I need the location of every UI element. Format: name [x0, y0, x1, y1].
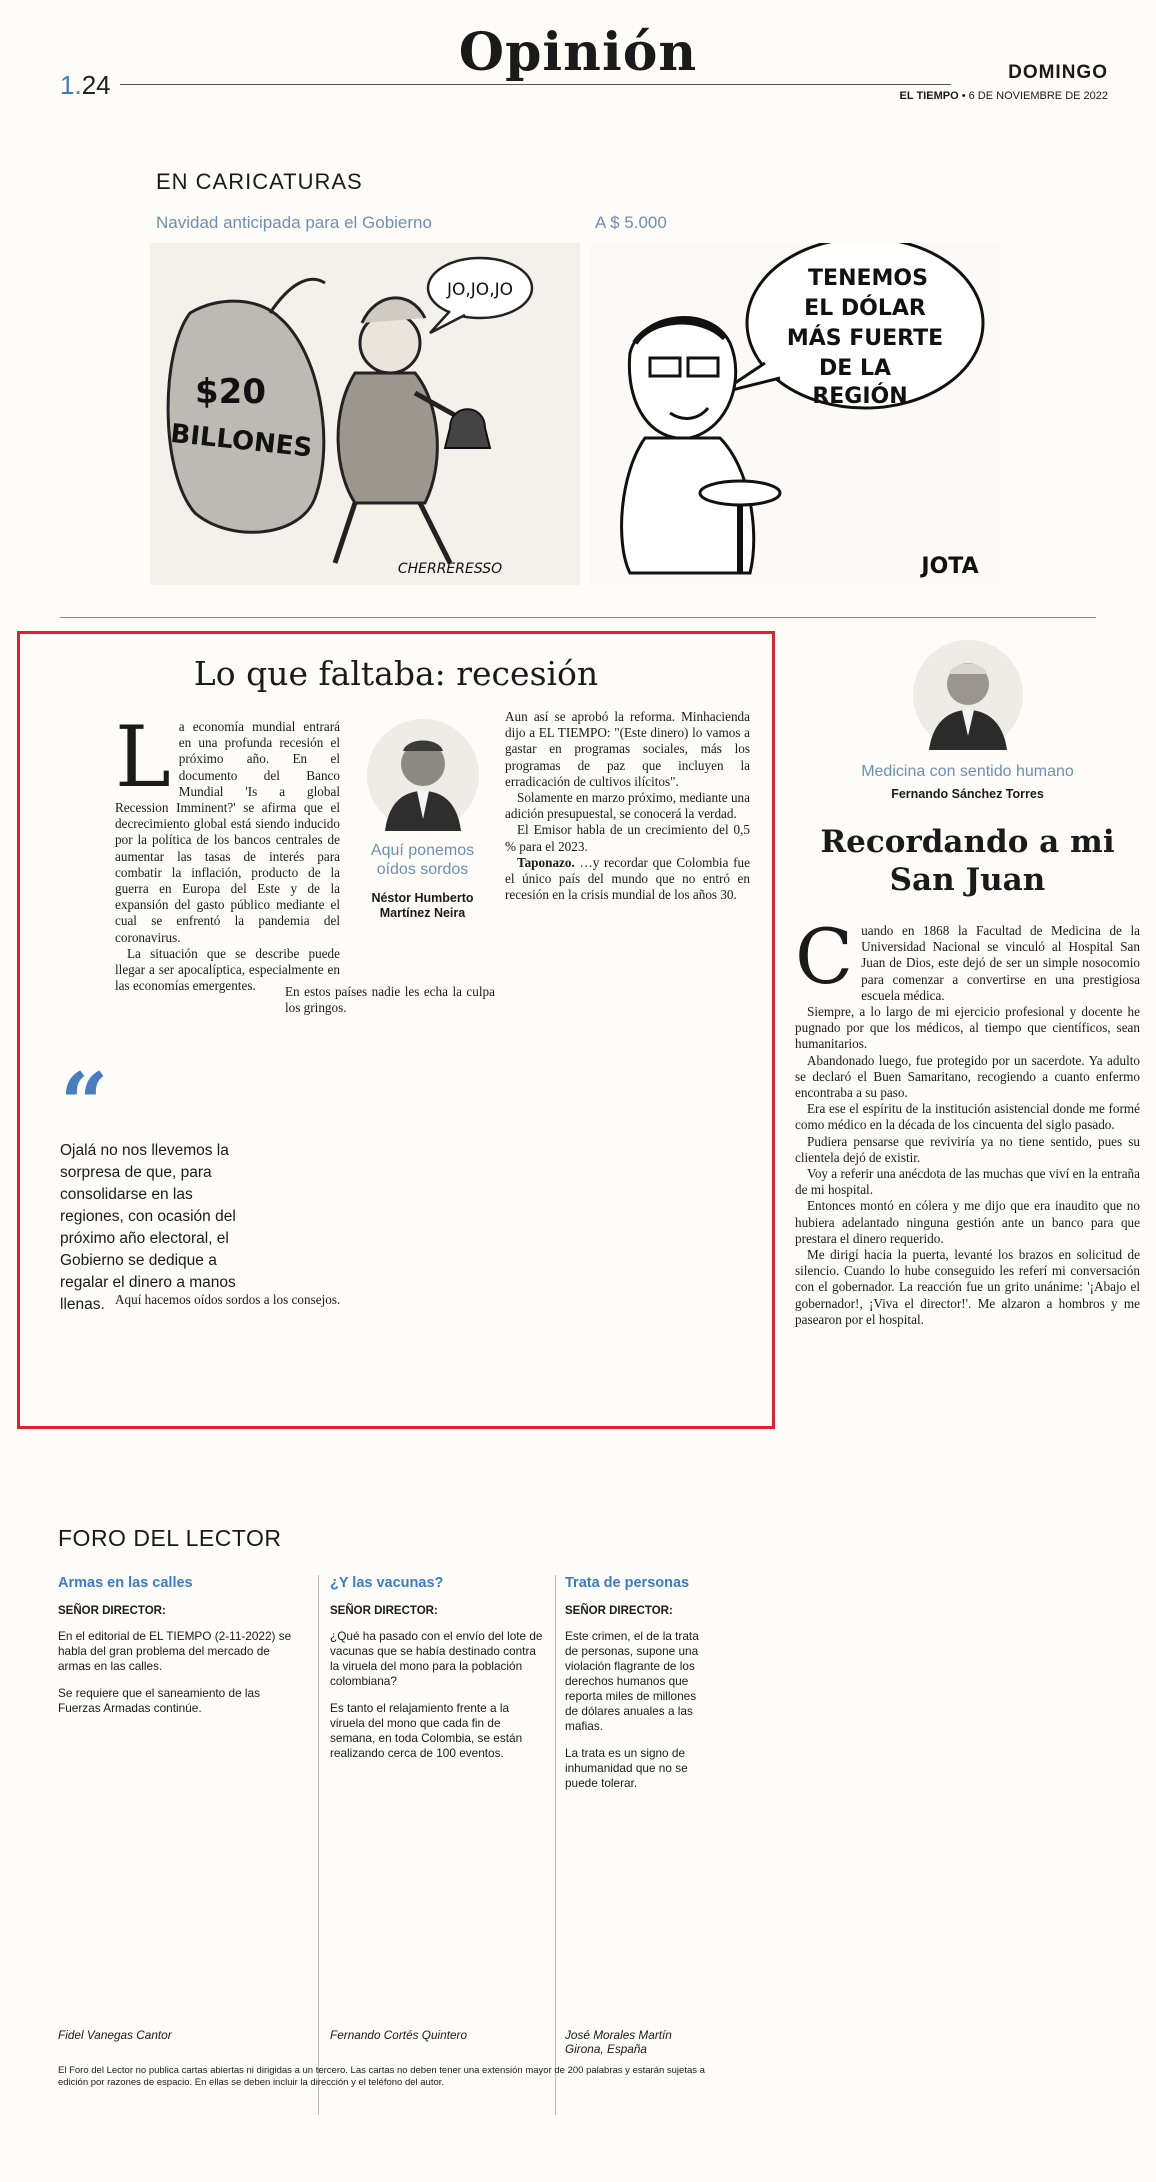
left-speech-bubble: JO,JO,JO — [447, 280, 513, 300]
right-column-paragraph-8: Me dirigí hacia la puerta, levanté los brazos en solicitud de silencio. Cuando lo hube conseguido les referí mi conversación con el gobernador. La reacción fue un grito unánime: '¡Abajo el gobernador!, ¡Viva el director!'. Me alzaron a hombros y me pasearon por el hospital. — [795, 1247, 1140, 1327]
author-box — [350, 719, 495, 921]
letter-item — [58, 1575, 303, 1716]
right-column-author: Fernando Sánchez Torres — [891, 787, 1044, 801]
publication-name: EL TIEMPO — [899, 90, 959, 102]
letter-title: ¿Y las vacunas? — [330, 1575, 444, 1591]
letter-item — [565, 1575, 705, 1791]
right-column — [795, 640, 1140, 1328]
bubble-line-5: REGIÓN — [812, 384, 908, 409]
cartoon-right — [590, 243, 1000, 585]
letter-title: Armas en las calles — [58, 1575, 193, 1591]
editorial-intro: a economía mundial entrará en una profunda recesión el próximo año. En el documento del Banco Mundial 'Is a global Recession Imminent?' se afirma que el decrecimiento global está siendo inducido por la política de los bancos centrales de aumentar las tasas de interés para combatir la inflación, producto de la guerra en Europa del Este y de la expansión del gasto público mediante el cual se enfrentó la pandemia del coronavirus. — [115, 719, 340, 945]
letter-signature: José Morales Martín Girona, España — [565, 2028, 672, 2056]
cartoon-left-drawing — [150, 243, 580, 585]
section-title: Opinión — [458, 22, 698, 83]
letter-body: En el editorial de EL TIEMPO (2-11-2022) se habla del gran problema del mercado de armas en las calles. — [58, 1629, 292, 1673]
taponazo-text: …y recordar que Colombia fue el único país del mundo que no entró en recesión en la crisis mundial de los años 30. — [505, 854, 751, 903]
right-column-dropcap: C — [795, 912, 854, 1001]
right-column-intro: uando en 1868 la Facultad de Medicina de la Universidad Nacional se vinculó al Hospital San Juan de Dios, este dejó de ser un simple nosocomio para comenzar a convertirse en una prestigiosa escuela médica. — [861, 923, 1140, 1003]
editorial-col2-paragraph-3: El Emisor habla de un crecimiento del 0,5 % para el 2023. — [505, 822, 750, 854]
cartoon-left — [150, 243, 580, 585]
readers-forum — [58, 1525, 768, 2165]
cartoon-left-caption: Navidad anticipada para el Gobierno — [156, 213, 432, 232]
section-divider — [60, 617, 1096, 618]
editorial-column-1-lower — [285, 984, 495, 1016]
editorial-paragraph-bottom: Aquí hacemos oídos sordos a los consejos. — [115, 1292, 341, 1307]
letter-title: Trata de personas — [565, 1575, 690, 1591]
right-column-paragraph-5: Pudiera pensarse que reviviría ya no tiene sentido, pues su clientela dejó de existir. — [795, 1133, 1140, 1165]
editorial-col2-paragraph-4 — [505, 855, 750, 904]
right-column-paragraph-6: Voy a referir una anécdota de las muchas que viví en la entraña de mi hospital. — [795, 1166, 1140, 1198]
right-column-author-photo — [913, 640, 1023, 750]
readers-forum-title: FORO DEL LECTOR — [58, 1525, 282, 1551]
quote-mark-icon: “ — [60, 1054, 109, 1153]
editorial-column-1 — [115, 708, 340, 994]
date-line — [900, 90, 1108, 102]
author-column-name: Aquí ponemos oídos sordos — [370, 842, 475, 878]
letter-body: Este crimen, el de la trata de personas, supone una violación flagrante de los derechos humanos que reporta miles de millones de dólares anuales a las mafias. — [565, 1629, 699, 1733]
pullquote — [60, 1054, 260, 1316]
cartoon-right-drawing — [590, 243, 1000, 585]
issue-date: • 6 DE NOVIEMBRE DE 2022 — [961, 90, 1108, 102]
sack-amount: $20 — [195, 372, 266, 412]
right-column-paragraph-3: Abandonado luego, fue protegido por un sacerdote. Ya adulto se declaró el Buen Samaritano, recogiendo a cuanto enfermo encontraba a su paso. — [795, 1052, 1140, 1101]
bubble-line-4: DE LA — [819, 356, 891, 381]
right-column-name: Medicina con sentido humano — [861, 763, 1074, 780]
cartoons-section — [150, 165, 1000, 595]
bubble-line-2: EL DÓLAR — [804, 296, 926, 321]
right-cartoonist-signature: JOTA — [921, 554, 979, 579]
right-column-paragraph-7: Entonces montó en cólera y me dijo que era inaudito que no hubiera adelantado ninguna gestión ante un banco para que prestara el dinero requerido. — [795, 1198, 1140, 1246]
letter-body: ¿Qué ha pasado con el envío del lote de vacunas que se había destinado contra la viruela del mono para la población colombiana? — [330, 1629, 543, 1688]
masthead-rule — [120, 84, 951, 85]
cartoon-right-caption: A $ 5.000 — [595, 213, 667, 232]
letter-body-2: Se requiere que el saneamiento de las Fuerzas Armadas continúe. — [58, 1686, 260, 1715]
author-name: Néstor Humberto Martínez Neira — [371, 891, 474, 920]
editorial-headline: Lo que faltaba: recesión — [193, 654, 599, 693]
letter-salutation: SEÑOR DIRECTOR: — [330, 1605, 438, 1617]
taponazo-lead: Taponazo. — [517, 854, 575, 870]
editorial-col2-paragraph-1: Aun así se aprobó la reforma. Minhacienda dijo a EL TIEMPO: "(Este dinero) lo vamos a gastar en programas sociales, más los programas de paz que incluyen la erradicación de cultivos ilícitos". — [505, 709, 750, 789]
column-divider — [555, 1575, 556, 2115]
page-masthead — [0, 0, 1156, 110]
letter-salutation: SEÑOR DIRECTOR: — [58, 1605, 166, 1617]
readers-forum-footer: El Foro del Lector no publica cartas abiertas ni dirigidas a un tercero. Las cartas no deben tener una extensión mayor de 200 palabras y estarán sujetas a edición por razones de espacio. En ellas se deben incluir la dirección y el teléfono del autor. — [58, 2065, 705, 2088]
right-column-paragraph-2: Siempre, a lo largo de mi ejercicio profesional y docente he pugnado por que los médicos, al tiempo que científicos, sean humanitarios. — [795, 1004, 1140, 1052]
editorial-column-2 — [505, 709, 750, 903]
editorial-col2-paragraph-2: Solamente en marzo próximo, mediante una adición presupuestal, se conocerá la verdad. — [505, 790, 750, 822]
letter-salutation: SEÑOR DIRECTOR: — [565, 1605, 673, 1617]
editorial-column-1-bottom — [115, 1292, 495, 1308]
right-column-paragraph-4: Era ese el espíritu de la institución asistencial donde me formé como médico en la década de los cincuenta del siglo pasado. — [795, 1101, 1140, 1133]
letter-signature: Fidel Vanegas Cantor — [58, 2028, 172, 2042]
page-section-number: 1. — [60, 70, 82, 100]
page-number-value: 24 — [81, 70, 111, 100]
pullquote-text: Ojalá no nos llevemos la sorpresa de que, para consolidarse en las regiones, con ocasión del próximo año electoral, el Gobierno se dedique a regalar el dinero a manos llenas. — [60, 1142, 236, 1313]
sack-label: BILLONES — [169, 418, 314, 464]
cartoons-kicker: EN CARICATURAS — [156, 169, 363, 194]
editorial-dropcap: L — [115, 708, 171, 806]
author-photo — [367, 719, 479, 831]
editorial-paragraph-2: La situación que se describe puede llegar a ser apocalíptica, especialmente en las economías emergentes. — [115, 945, 340, 994]
editorial-paragraph-lower: En estos países nadie les echa la culpa los gringos. — [285, 984, 495, 1016]
right-column-headline: Recordando a mi San Juan — [820, 824, 1115, 898]
left-cartoonist-signature: CHERRERESSO — [397, 561, 503, 577]
column-divider — [318, 1575, 319, 2115]
letter-item — [330, 1575, 545, 1761]
letter-body-2: Es tanto el relajamiento frente a la viruela del mono que cada fin de semana, en toda Colombia, se están realizando cerca de 100 eventos. — [330, 1701, 523, 1760]
editorial-box — [17, 631, 775, 1429]
bubble-line-3: MÁS FUERTE — [786, 326, 944, 351]
bubble-line-1: TENEMOS — [808, 266, 928, 291]
letter-body-2: La trata es un signo de inhumanidad que no se puede tolerar. — [565, 1746, 688, 1790]
right-column-body — [795, 912, 1140, 1328]
letter-signature: Fernando Cortés Quintero — [330, 2028, 468, 2042]
day-label: DOMINGO — [1008, 62, 1108, 83]
